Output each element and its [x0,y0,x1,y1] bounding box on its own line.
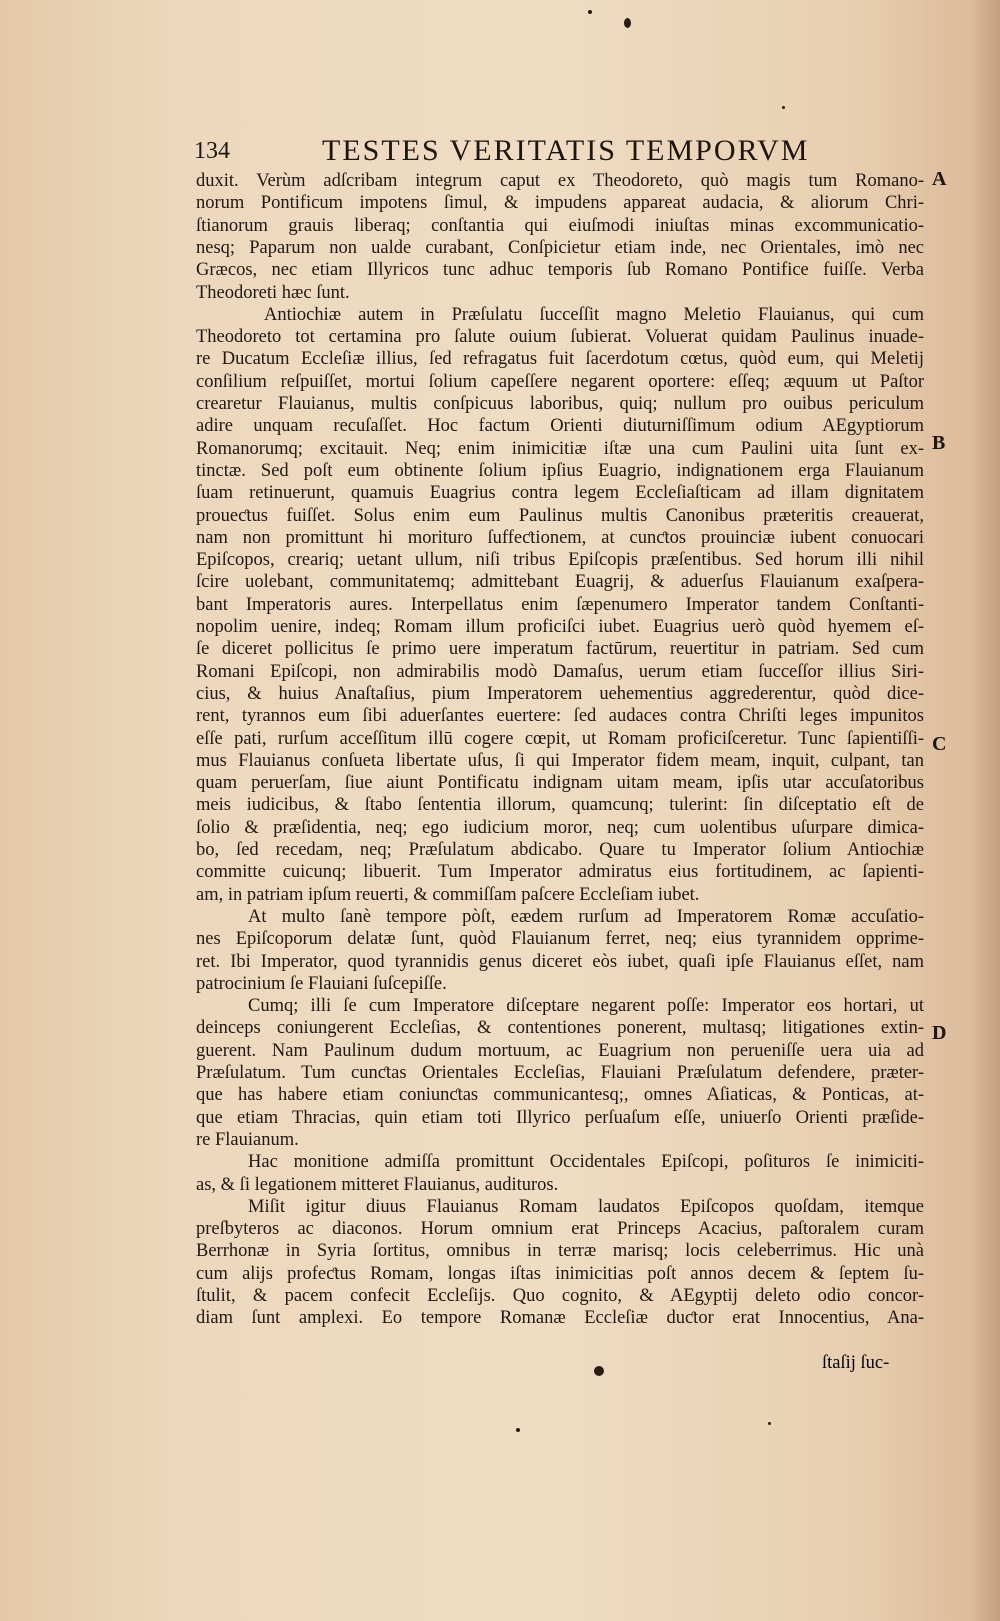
text-line: ret. Ibi Imperator, quod tyrannidis genus diceret eòs iubet, quaſi ipſe Flauianus eſſet, nam [196,951,924,972]
text-line: quam peruerſam, ſiue aiunt Pontificatu indignam uitam meam, ipſis utar accuſatoribus [196,773,924,794]
text-line: nesq; Paparum non ualde curabant, Conſpicietur etiam inde, nec Orientales, imò nec [196,237,924,258]
text-line: Græcos, nec etiam Illyricos tunc adhuc temporis ſub Romano Pontifice fuiſſe. Verba [196,260,924,281]
text-line: Antiochiæ autem in Præſulatu ſucceſſit magno Meletio Flauianus, qui cum [264,304,924,325]
ink-speck [594,1366,604,1376]
ink-speck [516,1428,520,1432]
text-line: Miſit igitur diuus Flauianus Romam laudatos Epiſcopos quoſdam, itemque [248,1196,924,1217]
text-line: Berrhonæ in Syria ſortitus, omnibus in terræ marisq; locis celeberrimus. Hic unà [196,1241,924,1262]
text-line: am, in patriam ipſum reuerti, & commiſſam paſcere Eccleſiam iubet. [196,884,700,905]
margin-letter-d: D [932,1022,947,1044]
text-line [196,1330,924,1352]
margin-letter-c: C [932,733,947,755]
text-line: rent, tyrannos eum ſibi aduerſantes euertere: ſed audaces contra Chriſti leges impunitos [196,706,924,727]
text-line: ſolio & præſidentia, neq; ego iudicium moror, neq; cum uolentibus uſurpare dimica- [196,817,924,838]
text-line: tinctæ. Sed poſt eum obtinente ſolium ipſius Euagrio, indignationem erga Flauianum [196,460,924,481]
margin-letter-b: B [932,432,946,454]
text-line: as, & ſi legationem mitteret Flauianus, audituros. [196,1174,559,1195]
text-line: crearetur Flauianus, multis conſpicuus laboribus, quiq; nullum pro ouibus periculum [196,394,924,414]
text-line: nes Epiſcoporum delatæ ſunt, quòd Flauianum ferret, neq; eius tyrannidem opprime- [196,929,924,950]
margin-letter-a: A [932,168,947,190]
page-edge-shadow [970,0,1000,1621]
text-line: re Ducatum Eccleſiæ illius, ſed refragatus fuit ſacerdotum cœtus, quòd eum, qui Meletij [196,349,924,370]
text-line: bo, ſed recedam, neq; Præſulatum abdicabo. Quare tu Imperator ſolium Antiochiæ [196,840,924,860]
text-line: cius, & huius Anaſtaſius, pium Imperatorem uehementius aggrederentur, quòd dice- [196,683,924,704]
text-line: patrocinium ſe Flauiani ſuſcepiſſe. [196,973,447,994]
text-line: Hac monitione admiſſa promittunt Occidentales Epiſcopi, poſituros ſe inimiciti- [248,1152,924,1173]
text-line: bant Imperatoris aures. Interpellatus enim ſæpenumero Imperator tandem Conſtanti- [196,594,924,615]
text-line: conſilium reſpuiſſet, mortui ſolium capeſſere negarent oportere: eſſeq; æquum ut Paſtor [196,371,924,392]
text-line: re Flauianum. [196,1129,299,1150]
ink-speck [782,106,785,109]
text-line: guerent. Nam Paulinum dudum mortuum, ac Euagrium non perueniſſe uera uia ad [196,1040,924,1061]
text-line: ſtianorum grauis liberaq; conſtantia qui eiuſmodi iniuſtas minas excommunicatio- [196,215,924,236]
text-line: preſbyteros ac diaconos. Horum omnium erat Princeps Acacius, paſtoralem curam [196,1219,924,1240]
text-line: nopolim uenire, indeq; Romam illum proficiſci iubet. Euagrius uerò quòd hyemem eſ- [196,617,924,637]
text-line: ſcire uolebant, communitatemq; admittebant Euagrij, & aduerſus Flauianum exaſpera- [196,572,924,593]
text-line: Romani Epiſcopi, non admirabilis modò Damaſus, uerum etiam ſucceſſor illius Siri- [196,661,924,682]
text-line: nam non promittunt hi morituro ſuffeƈtionem, at cunƈtos prouinciæ iubent conuocari [196,527,924,548]
page-number: 134 [194,138,230,164]
text-line: meis iudicibus, & ſtabo ſententia illorum, quamcunq; tulerint: ſin diſceptatio eſt de [196,795,924,816]
text-line: proueƈtus fuiſſet. Solus enim eum Paulinus multis Canonibus præteritis creauerat, [196,505,924,526]
text-line: duxit. Verùm adſcribam integrum caput ex Theodoreto, quò magis tum Romano- [196,171,924,191]
text-line: Cumq; illi ſe cum Imperatore diſceptare negarent poſſe: Imperator eos hortari, ut [248,996,924,1017]
text-line: adire unquam recuſaſſet. Hoc factum Orienti diuturniſſimum odium AEgyptiorum [196,416,924,437]
text-line: Theodoreti hæc ſunt. [196,282,350,303]
text-line: Epiſcopos, creariq; uetant ullum, niſi tribus Epiſcopis præſentibus. Sed horum illi nihil [196,550,924,571]
text-line: que etiam Thracias, quin etiam toti Illyrico perſuaſum eſſe, uniuerſo Orienti præſide- [196,1107,924,1128]
text-line: Romanorumq; excitauit. Neq; enim inimicitiæ iſtæ una cum Paulini uita ſunt ex- [196,438,924,459]
text-line: At multo ſanè tempore pòſt, eædem rurſum ad Imperatorem Romæ accuſatio- [248,906,924,927]
text-line: cum alijs profeƈtus Romam, longas iſtas inimicitias poſt annos decem & ſeptem ſu- [196,1263,924,1284]
text-line: norum Pontificum impotens ſimul, & impudens appareat audacia, & aliorum Chri- [196,193,924,214]
text-line: ſtulit, & pacem confecit Eccleſijs. Quo cognito, & AEgyptij deleto odio concor- [196,1286,924,1306]
catchword: ſtaſij ſuc- [822,1353,890,1373]
text-line: diam ſunt amplexi. Eo tempore Romanæ Eccleſiæ duƈtor erat Innocentius, Ana- [196,1308,924,1329]
ink-speck [624,18,631,28]
text-line: Præſulatum. Tum cunƈtas Orientales Eccleſias, Flauiani Præſulatum defendere, præter- [196,1063,924,1083]
ink-speck [768,1422,771,1425]
text-line: ſe diceret pollicitus ſe primo uere imperatum factūrum, reuertitur in patriam. Sed cum [196,639,924,660]
text-line: Theodoreto tot certamina pro ſalute ouium ſubierat. Voluerat quidam Paulinus inuade- [196,327,924,348]
text-line: eſſe pati, rurſum acceſſitum illū cogere cœpit, ut Romam proficiſceretur. Tunc ſapientiſſi- [196,728,924,749]
ink-speck [588,10,592,14]
text-line: mus Flauianus conſueta libertate uſus, ſi qui Imperator fidem meam, inquit, culpant, tan [196,750,924,771]
text-line: que has habere etiam coniunƈtas communicantesq;, omnes Aſiaticas, & Ponticas, at- [196,1085,924,1106]
text-line: ſuam retinuerunt, quamuis Euagrius contra legem Eccleſiaſticam ad illam dignitatem [196,483,924,504]
text-line: committe cuicunq; libuerit. Tum Imperator admiratus eius fortitudinem, ac ſapienti- [196,862,924,883]
text-line: deinceps coniungerent Eccleſias, & contentiones ponerent, multasq; litigationes extin- [196,1018,924,1039]
running-head: TESTES VERITATIS TEMPORVM [322,134,810,167]
